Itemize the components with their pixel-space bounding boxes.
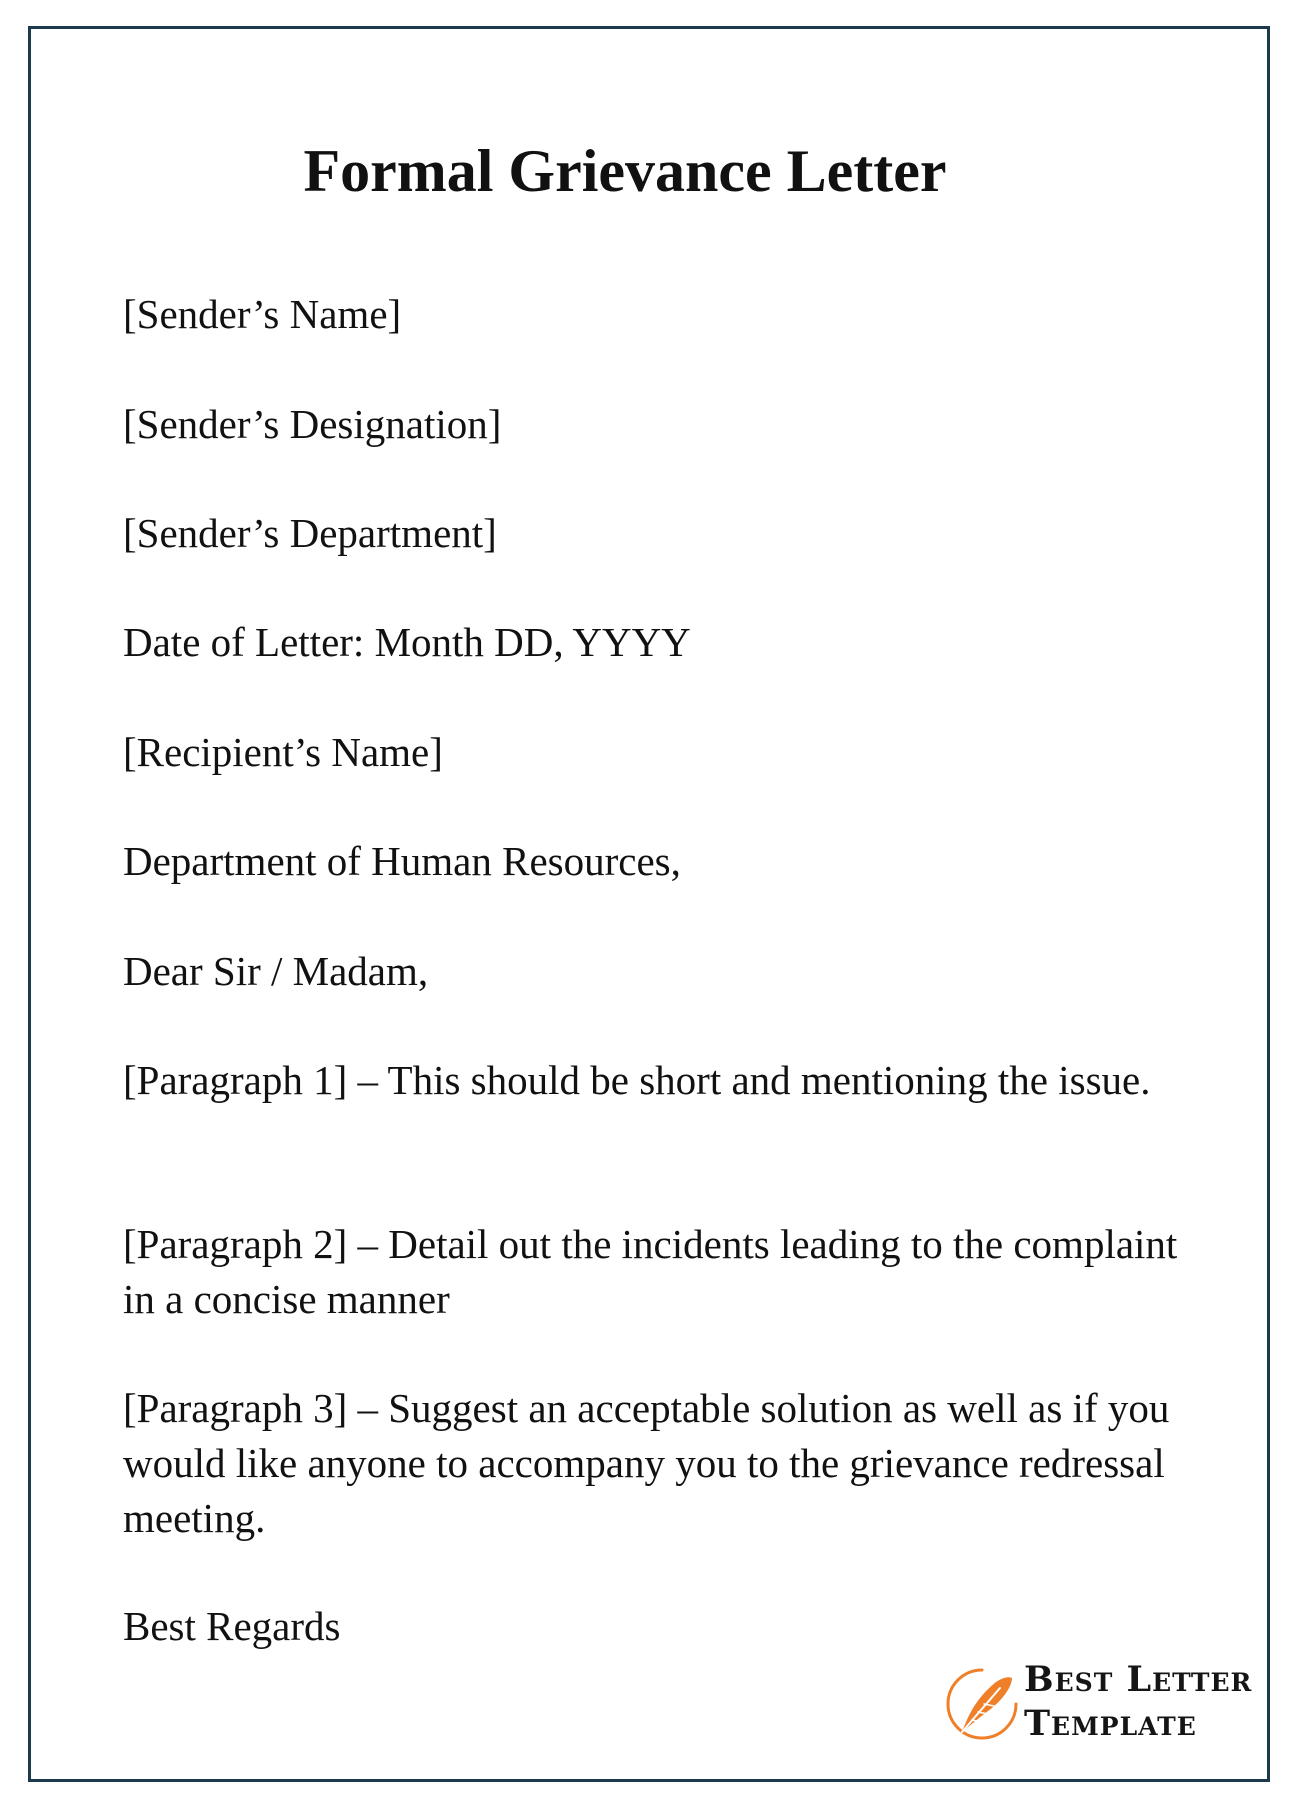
sender-department: [Sender’s Department] — [123, 510, 497, 556]
feather-quill-icon — [942, 1664, 1022, 1744]
document-title: Formal Grievance Letter — [303, 138, 947, 204]
letter-date: Date of Letter: Month DD, YYYY — [123, 619, 691, 665]
sender-name: [Sender’s Name] — [123, 291, 402, 337]
recipient-name: [Recipient’s Name] — [123, 729, 443, 775]
salutation: Dear Sir / Madam, — [123, 948, 429, 994]
paragraph-1: [Paragraph 1] – This should be short and mentioning the issue. — [123, 1057, 1151, 1103]
brand-logo — [942, 1659, 1253, 1752]
logo-text-line1: Best Letter — [1024, 1659, 1253, 1700]
recipient-department: Department of Human Resources, — [123, 838, 681, 884]
sender-designation: [Sender’s Designation] — [123, 401, 502, 447]
logo-text-line2: Template — [1024, 1703, 1197, 1744]
closing: Best Regards — [123, 1603, 341, 1649]
paragraph-2: [Paragraph 2] – Detail out the incidents leading to the complaint in a concise manner — [123, 1221, 1178, 1322]
paragraph-3: [Paragraph 3] – Suggest an acceptable solution as well as if you would like anyone to accompany you to the grievance redressal meeting. — [123, 1385, 1170, 1541]
